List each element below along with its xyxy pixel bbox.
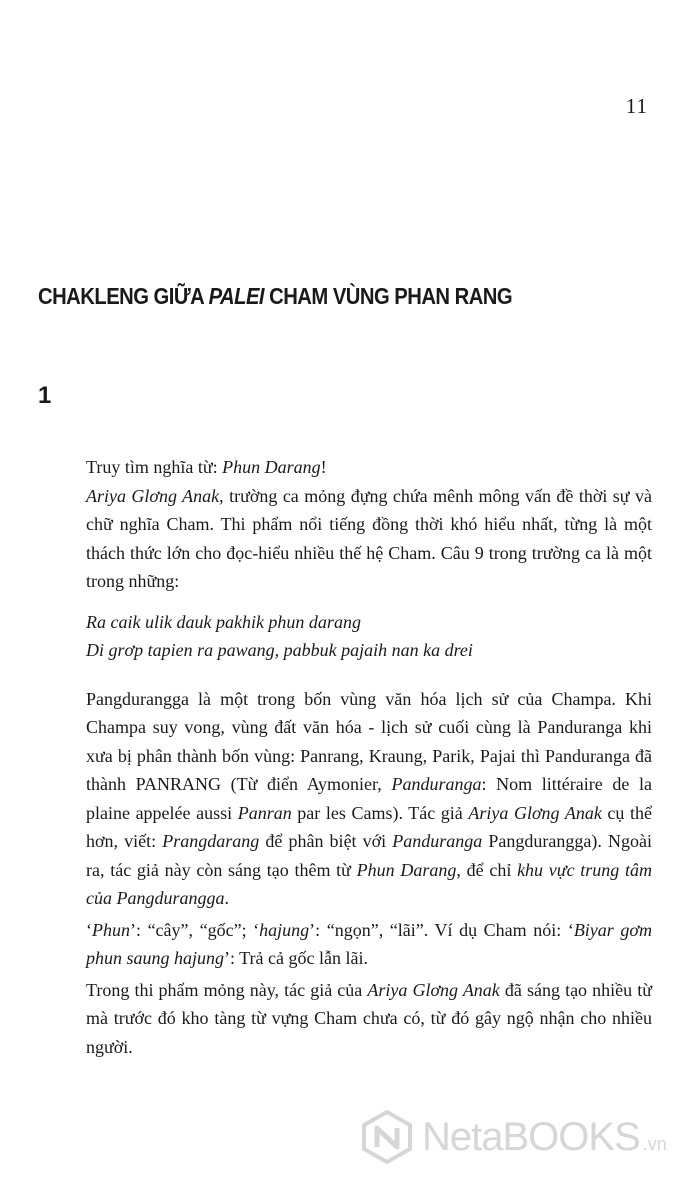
para5-t1: Trong thi phẩm mỏng này, tác giả của [86, 979, 368, 1000]
netabooks-logo-icon [360, 1110, 414, 1164]
chapter-title [38, 283, 512, 310]
watermark-suffix: .vn [642, 1133, 667, 1154]
para3-t8: . [224, 888, 229, 908]
para4-i3: Biyar gơm phun saung hajung [86, 919, 652, 968]
para3-i3: Ariya Glơng Anak [468, 802, 602, 823]
para3-t7: , để chỉ [456, 859, 518, 880]
chapter-title-suffix: CHAM VÙNG PHAN RANG [264, 283, 513, 309]
para1-italic: Phun Darang [222, 457, 321, 477]
section-number: 1 [38, 382, 52, 409]
para3-i5: Panduranga [392, 831, 483, 851]
para4-t2: ’: “cây”, “gốc”; ‘ [130, 919, 260, 940]
para3-t4: cụ thể hơn, viết: [86, 802, 652, 851]
body-text [86, 453, 652, 1061]
para3-t6: Pangdurangga). Ngoài ra, tác giả này còn sáng tạo thêm từ [86, 831, 652, 880]
paragraph-1 [86, 453, 652, 482]
para3-i4: Prangdarang [162, 831, 260, 851]
para3-i2: Panran [237, 802, 292, 823]
para3-t3: par les Cams). Tác giả [291, 802, 469, 823]
para4-t1: ‘ [86, 919, 92, 940]
para1-end: ! [320, 457, 327, 477]
para5-i1: Ariya Glơng Anak [367, 979, 500, 1000]
para3-i1: Panduranga [391, 774, 482, 794]
para5-t2: đã sáng tạo nhiều từ mà trước đó kho tàng từ vựng Cham chưa có, từ đó gây ngộ nhận cho nhiều người. [86, 979, 652, 1057]
para4-t3: ’: “ngọn”, “lãi”. Ví dụ Cham nói: ‘ [309, 919, 574, 940]
para1-text: Truy tìm nghĩa từ: [86, 457, 223, 477]
quote-line-1: Ra caik ulik dauk pakhik phun darang [86, 611, 361, 632]
para3-i6: Phun Darang [356, 859, 457, 880]
paragraph-4 [86, 916, 652, 973]
para4-i2: hajung [259, 919, 310, 940]
para2-text: , trường ca mỏng đựng chứa mênh mông vấn đề thời sự và chữ nghĩa Cham. Thi phẩm nổi tiếng đồng thời khó hiểu nhất, từng là một thách thức lớn cho đọc-hiểu nhiều thế hệ Cham. Câu 9 trong trường ca là một trong những: [86, 485, 652, 591]
quote-line-2: Di grơp tapien ra pawang, pabbuk pajaih nan ka drei [86, 640, 473, 660]
para2-italic: Ariya Glơng Anak [86, 485, 220, 506]
para3-t2: : Nom littéraire de la plaine appelée aussi [86, 774, 652, 823]
paragraph-3 [86, 685, 652, 913]
para4-i1: Phun [92, 919, 130, 940]
para3-t5: để phân biệt với [259, 831, 393, 851]
watermark-brand: NetaBOOKS [422, 1114, 640, 1159]
page-number: 11 [625, 94, 648, 118]
watermark [360, 1102, 690, 1172]
paragraph-2 [86, 482, 652, 596]
chapter-title-italic: PALEI [208, 283, 265, 309]
para4-t4: ’: Trả cả gốc lẫn lãi. [224, 948, 368, 968]
para3-t1: Pangdurangga là một trong bốn vùng văn hóa lịch sử của Champa. Khi Champa suy vong, vùng đất văn hóa - lịch sử cuối cùng là Panduranga khi xưa bị phân thành bốn vùng: Panrang, Kraung, Parik, Pajai thì Panduranga đã thành PANRANG (Từ điển Aymonier, [86, 688, 652, 794]
paragraph-5 [86, 976, 652, 1062]
chapter-title-prefix: CHAKLENG GIỮA [38, 283, 209, 309]
para3-i7: khu vực trung tâm của Pangdurangga [86, 859, 653, 908]
